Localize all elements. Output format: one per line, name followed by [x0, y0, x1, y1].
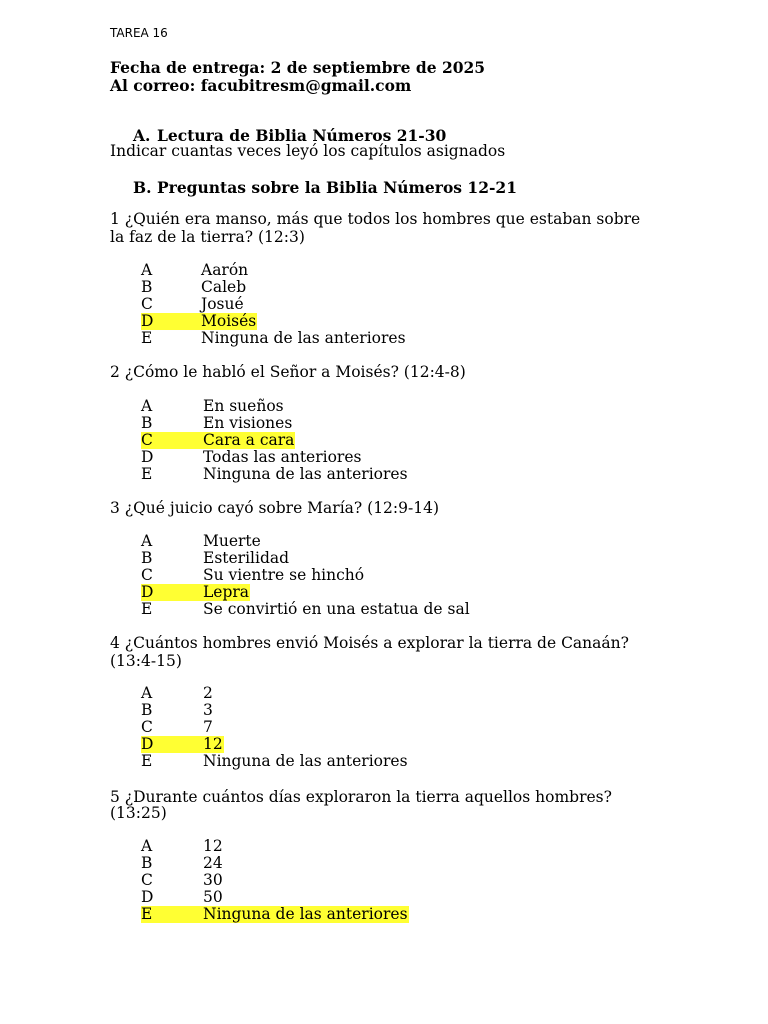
option-text: 7 [203, 718, 213, 736]
option-letter: E [141, 905, 153, 923]
option-text: Ninguna de las anteriores [201, 329, 406, 347]
option-text: En visiones [203, 414, 293, 432]
option-text: Se convirtió en una estatua de sal [203, 600, 470, 618]
due-date: Fecha de entrega: 2 de septiembre de 2025 [110, 58, 486, 77]
option-letter: C [141, 295, 153, 313]
option-text: Su vientre se hinchó [203, 566, 365, 584]
option-letter: E [141, 329, 153, 347]
option-letter: B [141, 414, 153, 432]
option-text: Todas las anteriores [203, 448, 362, 466]
option-letter: D [141, 448, 154, 466]
section-a-instruction: Indicar cuantas veces leyó los capítulos asignados [110, 142, 506, 160]
section-a-title: Lectura de Biblia Números 21-30 [157, 126, 447, 145]
question-text-continued: la faz de la tierra? (12:3) [110, 228, 305, 246]
question-text: 1 ¿Quién era manso, más que todos los hombres que estaban sobre [110, 210, 641, 228]
option-text: 12 [203, 837, 223, 855]
email-line: Al correo: facubitresm@gmail.com [110, 76, 412, 95]
option-letter: D [141, 583, 154, 601]
option-text-selected: 12 [203, 735, 223, 753]
option-text: Esterilidad [203, 549, 290, 567]
option-letter: B [141, 278, 153, 296]
option-text: Caleb [201, 278, 247, 296]
option-letter: B [141, 701, 153, 719]
option-letter: C [141, 431, 153, 449]
option-text: En sueños [203, 397, 284, 415]
option-letter: D [141, 312, 154, 330]
option-text: Ninguna de las anteriores [203, 465, 408, 483]
option-text: Muerte [203, 532, 261, 550]
section-a-marker: A. [133, 126, 151, 145]
option-letter: E [141, 752, 153, 770]
section-b-title: Preguntas sobre la Biblia Números 12-21 [157, 178, 517, 197]
option-text: 3 [203, 701, 213, 719]
question-text-continued: (13:25) [110, 804, 167, 822]
assignment-label: TAREA 16 [110, 26, 168, 40]
option-letter: B [141, 854, 153, 872]
option-letter: A [141, 261, 153, 279]
option-text-selected: Lepra [203, 583, 250, 601]
option-letter: E [141, 465, 153, 483]
option-text: 2 [203, 684, 213, 702]
option-letter: A [141, 837, 153, 855]
option-text-selected: Cara a cara [203, 431, 295, 449]
option-text: 50 [203, 888, 223, 906]
section-b-marker: B. [133, 178, 152, 197]
option-text-selected: Moisés [201, 312, 257, 330]
option-letter: D [141, 735, 154, 753]
option-text: Aarón [201, 261, 249, 279]
option-text: 24 [203, 854, 223, 872]
option-text: Ninguna de las anteriores [203, 752, 408, 770]
option-text: Josué [201, 295, 244, 313]
question-text: 2 ¿Cómo le habló el Señor a Moisés? (12:4-8) [110, 363, 466, 381]
option-letter: C [141, 871, 153, 889]
question-text-continued: (13:4-15) [110, 652, 182, 670]
option-text-selected: Ninguna de las anteriores [203, 905, 408, 923]
option-letter: A [141, 532, 153, 550]
option-letter: E [141, 600, 153, 618]
option-letter: B [141, 549, 153, 567]
option-letter: A [141, 684, 153, 702]
option-letter: C [141, 718, 153, 736]
option-text: 30 [203, 871, 223, 889]
question-text: 4 ¿Cuántos hombres envió Moisés a explorar la tierra de Canaán? [110, 634, 629, 652]
question-text: 3 ¿Qué juicio cayó sobre María? (12:9-14) [110, 499, 440, 517]
option-letter: C [141, 566, 153, 584]
question-text: 5 ¿Durante cuántos días exploraron la tierra aquellos hombres? [110, 788, 612, 806]
option-letter: D [141, 888, 154, 906]
option-letter: A [141, 397, 153, 415]
